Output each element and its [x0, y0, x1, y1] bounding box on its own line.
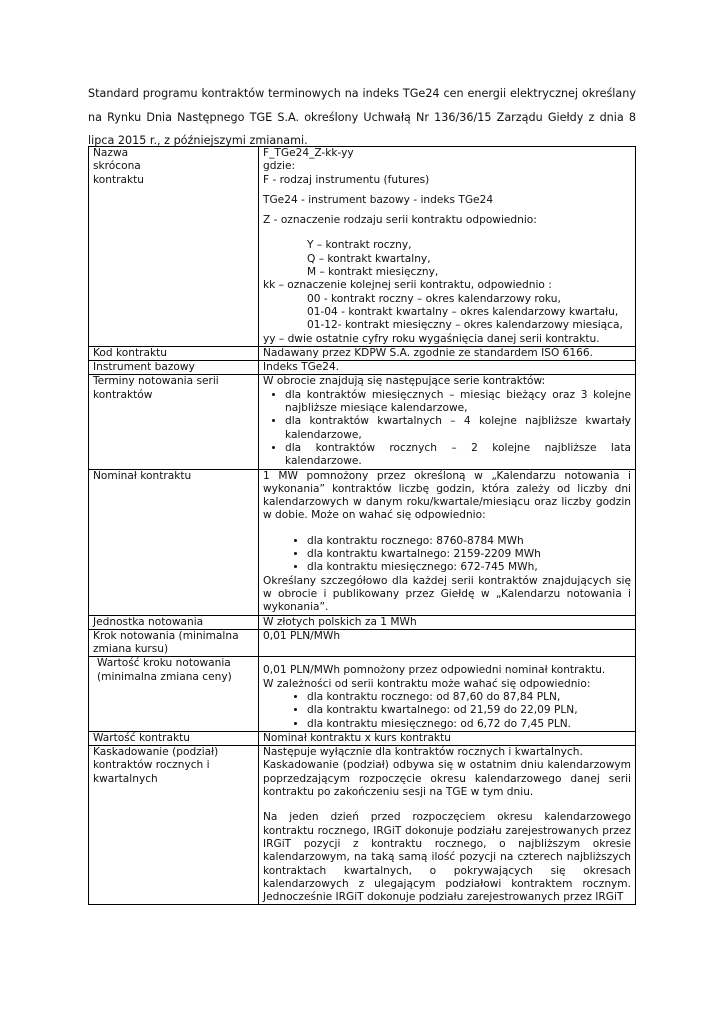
table-row	[89, 746, 636, 905]
nominal-list	[263, 535, 631, 575]
list-item: • dla kontraktu miesięcznego: 672-745 MWh,	[307, 561, 631, 574]
value-wartosc-kroku: 0,01 PLN/MWh pomnożony przez odpowiedni nominał kontraktu. W zależności od serii kontraktu może wahać się odpowiednio: • dla kontraktu rocznego: od 87,60 do 87,84 PLN, • dla kontraktu kwartalnego: od 21,59 do 22,09 PLN, • dla kontraktu miesięcznego: od 6,72 do 7,45 PLN.	[259, 657, 636, 731]
label-nazwa: Nazwa skrócona kontraktu	[89, 147, 259, 347]
value-jednostka: W złotych polskich za 1 MWh	[259, 615, 636, 629]
value-wartosc: Nominał kontraktu x kurs kontraktu	[259, 731, 636, 745]
list-item: • dla kontraktów rocznych – 2 kolejne najbliższe lata kalendarzowe.	[285, 442, 631, 469]
contract-code: F_TGe24_Z-kk-yy	[263, 147, 354, 159]
table-row	[89, 361, 636, 375]
value-kod: Nadawany przez KDPW S.A. zgodnie ze standardem ISO 6166.	[259, 346, 636, 360]
label-terminy: Terminy notowania serii kontraktów	[89, 375, 259, 469]
table-row	[89, 147, 636, 347]
table-row	[89, 657, 636, 731]
table-row	[89, 731, 636, 745]
table-row	[89, 469, 636, 615]
wartosc-kroku-list	[263, 691, 631, 731]
list-item: • dla kontraktów kwartalnych – 4 kolejne najbliższe kwartały kalendarzowe,	[285, 415, 631, 442]
list-item: • dla kontraktu miesięcznego: od 6,72 do 7,45 PLN.	[307, 718, 631, 731]
value-nominal: 1 MW pomnożony przez określoną w „Kalendarzu notowania i wykonania” kontraktów liczbę godzin, która zależy od liczby dni kalendarzowych w danym roku/kwartale/miesiącu oraz liczby godzin w dobie. Może on wahać się odpowiednio: • dla kontraktu rocznego: 8760-8784 MWh • dla kontraktu kwartalnego: 2159-2209 MWh • dla kontraktu miesięcznego: 672-745 MWh, Określany szczegółowo dla każdej serii kontraktów znajdujących się w obrocie i publikowany przez Giełdę w „Kalendarzu notowania i wykonania”.	[259, 469, 636, 615]
table-row	[89, 346, 636, 360]
list-item: • dla kontraktu kwartalnego: od 21,59 do 22,09 PLN,	[307, 704, 631, 717]
terminy-list	[263, 389, 631, 469]
table-row	[89, 615, 636, 629]
list-item: Y – kontrakt roczny,	[307, 239, 412, 252]
list-item: 01-12- kontrakt miesięczny – okres kalendarzowy miesiąca,	[307, 319, 623, 332]
list-item: Q – kontrakt kwartalny,	[307, 252, 431, 265]
list-item: • dla kontraktów miesięcznych – miesiąc bieżący oraz 3 kolejne najbliższe miesiące kalendarzowe,	[285, 389, 631, 416]
label-krok: Krok notowania (minimalna zmiana kursu)	[89, 629, 259, 657]
contract-spec-table	[88, 146, 636, 905]
table-row	[89, 629, 636, 657]
value-krok: 0,01 PLN/MWh	[259, 629, 636, 657]
list-item: 00 - kontrakt roczny – okres kalendarzowy roku,	[307, 292, 561, 305]
label-wartosc-kroku: Wartość kroku notowania (minimalna zmiana ceny)	[89, 657, 259, 731]
label-instrument: Instrument bazowy	[89, 361, 259, 375]
list-item: • dla kontraktu rocznego: 8760-8784 MWh	[307, 535, 631, 548]
label-kaskadowanie: Kaskadowanie (podział) kontraktów rocznych i kwartalnych	[89, 746, 259, 905]
label-kod: Kod kontraktu	[89, 346, 259, 360]
label-jednostka: Jednostka notowania	[89, 615, 259, 629]
list-item: • dla kontraktu kwartalnego: 2159-2209 MWh	[307, 548, 631, 561]
intro-paragraph: Standard programu kontraktów terminowych na indeks TGe24 cen energii elektrycznej określany na Rynku Dnia Następnego TGE S.A. określony Uchwałą Nr 136/36/15 Zarządu Giełdy z dnia 8 lipca 2015 r., z późniejszymi zmianami.	[88, 87, 636, 147]
list-item: • dla kontraktu rocznego: od 87,60 do 87,84 PLN,	[307, 691, 631, 704]
value-instrument: Indeks TGe24.	[259, 361, 636, 375]
value-terminy: W obrocie znajdują się następujące serie kontraktów: • dla kontraktów miesięcznych – miesiąc bieżący oraz 3 kolejne najbliższe miesiące kalendarzowe, • dla kontraktów kwartalnych – 4 kolejne najbliższe kwartały kalendarzowe, • dla kontraktów rocznych – 2 kolejne najbliższe lata kalendarzowe.	[259, 375, 636, 469]
table-row	[89, 375, 636, 469]
label-nominal: Nominał kontraktu	[89, 469, 259, 615]
list-item: 01-04 - kontrakt kwartalny – okres kalendarzowy kwartału,	[307, 305, 619, 318]
value-nazwa: F_TGe24_Z-kk-yy gdzie: F - rodzaj instrumentu (futures) TGe24 - instrument bazowy - indeks TGe24 Z - oznaczenie rodzaju serii kontraktu odpowiednio: Y – kontrakt roczny, Q – kontrakt kwartalny, M – kontrakt miesięczny, kk – oznaczenie kolejnej serii kontraktu, odpowiednio : 00 - kontrakt roczny – okres kalendarzowy roku, 01-04 - kontrakt kwartalny – okres kalendarzowy kwartału, 01-12- kontrakt miesięczny – okres kalendarzowy miesiąca, yy – dwie ostatnie cyfry roku wygaśnięcia danej serii kontraktu.	[259, 147, 636, 347]
label-wartosc: Wartość kontraktu	[89, 731, 259, 745]
value-kaskadowanie: Następuje wyłącznie dla kontraktów rocznych i kwartalnych. Kaskadowanie (podział) odbywa się w ostatnim dniu kalendarzowym poprzedzającym rozpoczęcie okresu kalendarzowego danej serii kontraktu po zakończeniu sesji na TGE w tym dniu. Na jeden dzień przed rozpoczęciem okresu kalendarzowego kontraktu rocznego, IRGiT dokonuje podziału zarejestrowanych przez IRGiT pozycji z kontraktu rocznego, o najbliższym okresie kalendarzowym, na taką samą ilość pozycji na czterech najbliższych kontraktach kwartalnych, o pokrywających się okresach kalendarzowych z ulegającym podziałowi kontraktem rocznym. Jednocześnie IRGiT dokonuje podziału zarejestrowanych przez IRGiT	[259, 746, 636, 905]
list-item: M – kontrakt miesięczny,	[307, 266, 439, 279]
